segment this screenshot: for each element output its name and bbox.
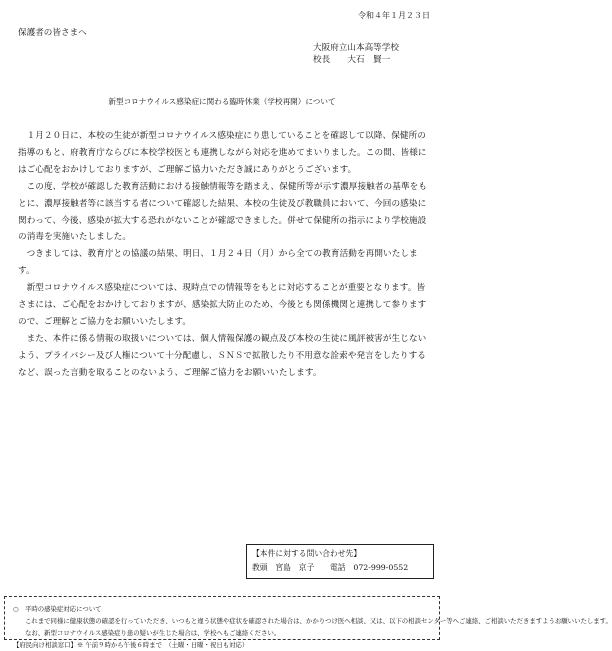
- document-date: 令和４年１月２３日: [358, 11, 430, 20]
- body-paragraph: 新型コロナウイルス感染症については、現時点での情報等をもとに対応することが重要となります。皆さまには、ご心配をおかけしておりますが、感染拡大防止のため、今後とも関係機関と連携して参りますので、ご理解とご協力をお願いいたします。: [18, 283, 427, 327]
- notice-line: これまで同様に健康状態の確認を行っていただき、いつもと違う状態や症状を確認された場合は、かかりつけ医へ相談、又は、以下の相談センター等へご連絡、ご相談いただきますようお願いいたします。: [25, 617, 612, 625]
- contact-line: 教頭 宮島 京子 電話 072-999-0552: [252, 563, 409, 572]
- document-body: [18, 128, 430, 382]
- body-paragraph: この度、学校が確認した教育活動における接触情報等を踏まえ、保健所等が示す濃厚接触者の基準をもとに、濃厚接触者等に該当する者について確認した結果、本校の生徒及び教職員において、今回の感染に関わって、今後、感染が拡大する恐れがないことが確認できました。併せて保健所の指示により学校施設の消毒を実施いたしました。: [18, 181, 428, 243]
- body-paragraph: つきましては、教育庁との協議の結果、明日、１月２４日（月）から全ての教育活動を再開いたします。: [18, 249, 418, 277]
- body-paragraph: １月２０日に、本校の生徒が新型コロナウイルス感染症にり患していることを確認して以降、保健所の指導のもと、府教育庁ならびに本校学校医とも連携しながら対応を進めてまいりました。この間、皆様にはご心配をおかけしておりますが、ご理解ご協力いただき誠にありがとうございます。: [18, 131, 427, 175]
- notice-box: [4, 596, 612, 649]
- notice-line: なお、新型コロナウイルス感染症り患の疑いが生じた場合は、学校へもご連絡ください。: [25, 629, 281, 637]
- notice-bullet: ○ 平時の感染症対応について: [13, 605, 102, 613]
- notice-line: 【府民向け相談窓口】※ 午前９時から午後６時まで （土曜・日曜・祝日も対応）: [13, 641, 249, 649]
- recipient-line: 保護者の皆さまへ: [18, 28, 87, 38]
- body-paragraph: また、本件に係る情報の取扱いについては、個人情報保護の観点及び本校の生徒に風評被害が生じないよう、プライバシー及び人権について十分配慮し、ＳＮＳで拡散したり不用意な詮索や発言をしたりするなど、誤った言動を取ることのないよう、ご理解ご協力をお願いいたします。: [18, 333, 427, 378]
- contact-heading: 【本件に対する問い合わせ先】: [252, 549, 362, 558]
- document-title: 新型コロナウイルス感染症に関わる臨時休業（学校再開）について: [108, 97, 336, 106]
- school-name: 大阪府立山本高等学校: [313, 43, 399, 53]
- principal-name: 校長 大石 賢一: [313, 55, 391, 65]
- contact-box: [246, 544, 434, 579]
